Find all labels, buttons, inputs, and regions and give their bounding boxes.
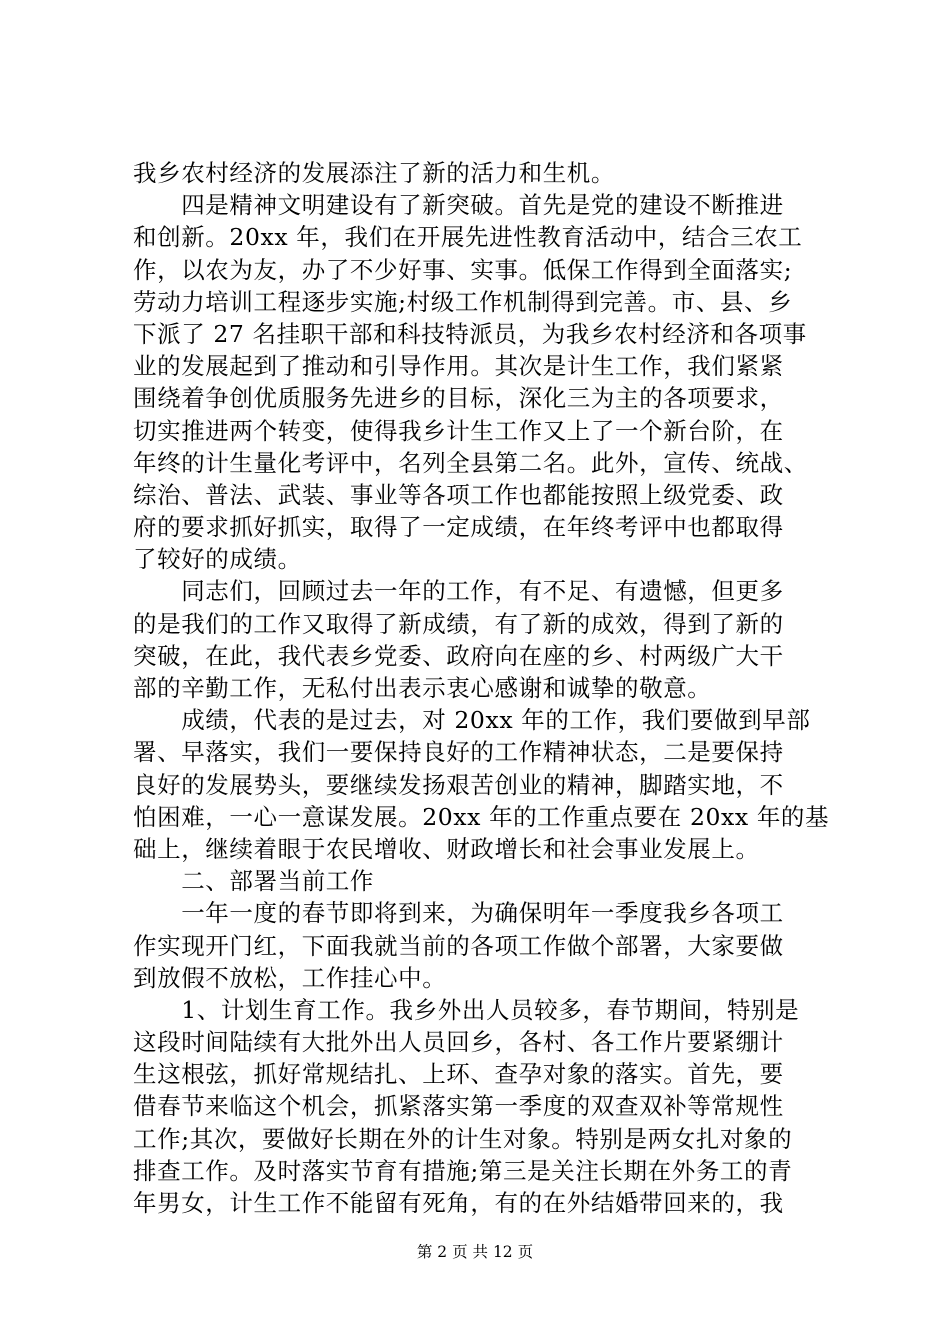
- text-line: 突破，在此，我代表乡党委、政府向在座的乡、村两级广大干: [133, 641, 784, 670]
- text-line: 础上，继续着眼于农民增收、财政增长和社会事业发展上。: [133, 834, 760, 863]
- text-line: 业的发展起到了推动和引导作用。其次是计生工作，我们紧紧: [133, 352, 784, 381]
- text-line: 的是我们的工作又取得了新成绩，有了新的成效，得到了新的: [133, 609, 784, 638]
- document-body: [133, 157, 833, 1219]
- text-line: 工作;其次，要做好长期在外的计生对象。特别是两女扎对象的: [133, 1124, 793, 1153]
- text-line: 部的辛勤工作，无私付出表示衷心感谢和诚挚的敬意。: [133, 674, 712, 702]
- text-line: 同志们，回顾过去一年的工作，有不足、有遗憾，但更多: [133, 577, 784, 606]
- text-line: 一年一度的春节即将到来，为确保明年一季度我乡各项工: [133, 899, 784, 928]
- text-line: 府的要求抓好抓实，取得了一定成绩，在年终考评中也都取得: [133, 513, 784, 542]
- text-line: 作实现开门红，下面我就当前的各项工作做个部署，大家要做: [133, 931, 784, 960]
- text-line: 二、部署当前工作: [133, 867, 374, 896]
- text-line: 借春节来临这个机会，抓紧落实第一季度的双查双补等常规性: [133, 1092, 784, 1121]
- text-line: 和创新。20xx 年，我们在开展先进性教育活动中，结合三农工: [133, 223, 803, 252]
- text-line: 了较好的成绩。: [133, 545, 302, 574]
- text-line: 劳动力培训工程逐步实施;村级工作机制得到完善。市、县、乡: [133, 287, 793, 316]
- text-line: 我乡农村经济的发展添注了新的活力和生机。: [133, 159, 615, 187]
- text-line: 成绩，代表的是过去，对 20xx 年的工作，我们要做到早部: [133, 706, 811, 735]
- text-line: 排查工作。及时落实节育有措施;第三是关注长期在外务工的青: [133, 1156, 793, 1185]
- text-line: 下派了 27 名挂职干部和科技特派员，为我乡农村经济和各项事: [133, 319, 807, 348]
- text-line: 怕困难，一心一意谋发展。20xx 年的工作重点要在 20xx 年的基: [133, 802, 830, 831]
- text-line: 良好的发展势头，要继续发扬艰苦创业的精神，脚踏实地，不: [133, 770, 784, 799]
- text-line: 四是精神文明建设有了新突破。首先是党的建设不断推进: [133, 191, 784, 220]
- text-line: 这段时间陆续有大批外出人员回乡，各村、各工作片要紧绷计: [133, 1028, 784, 1057]
- text-line: 切实推进两个转变，使得我乡计生工作又上了一个新台阶，在: [133, 416, 784, 445]
- text-line: 署、早落实，我们一要保持良好的工作精神状态，二是要保持: [133, 738, 784, 767]
- text-line: 年男女，计生工作不能留有死角，有的在外结婚带回来的，我: [133, 1189, 784, 1217]
- text-line: 围绕着争创优质服务先进乡的目标，深化三为主的各项要求，: [133, 384, 784, 413]
- text-line: 到放假不放松，工作挂心中。: [133, 963, 447, 992]
- page-footer: 第 2 页 共 12 页: [416, 1243, 534, 1261]
- text-line: 生这根弦，抓好常规结扎、上环、查孕对象的落实。首先，要: [133, 1060, 784, 1089]
- text-line: 年终的计生量化考评中，名列全县第二名。此外，宣传、统战、: [133, 448, 808, 477]
- text-line: 作，以农为友，办了不少好事、实事。低保工作得到全面落实;: [133, 255, 793, 284]
- text-line: 综治、普法、武装、事业等各项工作也都能按照上级党委、政: [133, 480, 784, 509]
- text-line: 1、计划生育工作。我乡外出人员较多，春节期间，特别是: [133, 995, 800, 1024]
